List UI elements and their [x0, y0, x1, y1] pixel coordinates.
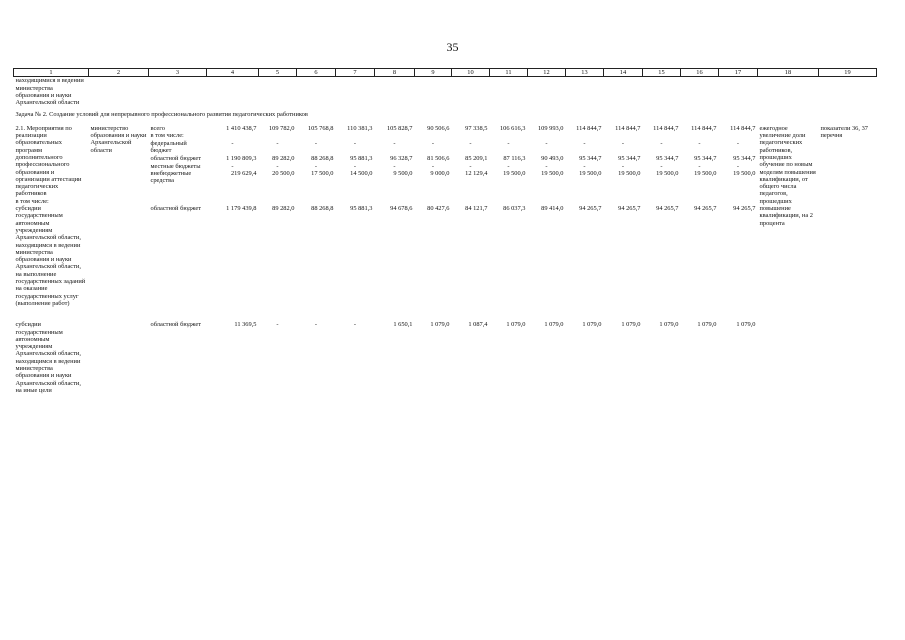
column-number: 5: [259, 69, 297, 77]
amount-cell: -: [660, 162, 663, 170]
amount-cell: 80 427,6: [427, 205, 450, 213]
amount-cell: 1 190 809,3: [226, 155, 257, 163]
amount-cell: -: [353, 162, 357, 170]
amount-cell: 19 500,0: [618, 170, 641, 178]
amount-cell: 1 079,0: [430, 321, 450, 329]
subsidy-name: субсидии государственным автономным учреждениям Архангельской области, находящимся в ведении министерства образования и науки Архангельской области, на иные цели: [15, 321, 81, 394]
amount-cell: -: [660, 139, 663, 147]
amount-cell: 88 268,8: [311, 155, 334, 163]
amount-cell: 90 493,0: [541, 155, 564, 163]
amount-cell: -: [698, 162, 701, 170]
amount-cell: 114 844,7: [615, 124, 641, 132]
amount-cell: -: [276, 162, 279, 170]
funding-source: внебюджетные средства: [150, 170, 192, 185]
amount-cell: -: [276, 321, 279, 329]
amount-cell: -: [545, 162, 548, 170]
amount-cell: -: [736, 139, 740, 147]
amount-cell: 81 506,6: [427, 155, 450, 163]
column-number: 3: [149, 69, 207, 77]
amount-cell: 95 344,7: [694, 155, 717, 163]
amount-cell: -: [431, 139, 435, 147]
amount-cell: 11 369,5: [234, 321, 257, 329]
column-number: 4: [207, 69, 259, 77]
amount-cell: [643, 132, 681, 140]
amount-cell: 19 500,0: [733, 170, 756, 178]
carryover-text: находящимися в ведении министерства образования и науки Архангельской области: [15, 77, 84, 107]
measure-row: [14, 125, 877, 133]
amount-cell: -: [353, 139, 357, 147]
funding-source: областной бюджет: [150, 155, 201, 163]
amount-cell: -: [431, 162, 435, 170]
column-number: 14: [604, 69, 643, 77]
amount-cell: 114 844,7: [730, 124, 756, 132]
column-number: 18: [758, 69, 819, 77]
amount-cell: 1 079,0: [544, 321, 564, 329]
amount-cell: 97 338,5: [465, 124, 488, 132]
amount-cell: [297, 132, 336, 140]
amount-cell: 1 410 438,7: [226, 124, 257, 132]
amount-cell: 20 500,0: [272, 170, 295, 178]
amount-cell: 95 344,7: [618, 155, 641, 163]
amount-cell: 1 079,0: [659, 321, 679, 329]
amount-cell: 94 265,7: [579, 205, 602, 213]
amount-cell: 95 344,7: [579, 155, 602, 163]
amount-cell: -: [393, 139, 396, 147]
target-indicator: ежегодное увеличение доли педагогических работников, прошедших обучение по новым моделям повышения квалификации, от общего числа педагогов, прошедших повышение квалификации, на 2 процента: [759, 124, 816, 227]
amount-cell: -: [314, 162, 318, 170]
amount-cell: 219 629,4: [230, 170, 257, 178]
subsidy-row: [14, 205, 877, 321]
amount-cell: 14 500,0: [350, 170, 373, 178]
amount-cell: -: [621, 162, 625, 170]
amount-cell: 94 265,7: [733, 205, 756, 213]
amount-cell: -: [231, 162, 234, 170]
amount-cell: 84 121,7: [465, 205, 488, 213]
amount-cell: -: [583, 139, 586, 147]
amount-cell: -: [469, 162, 472, 170]
amount-cell: [681, 132, 719, 140]
amount-cell: 94 265,7: [694, 205, 717, 213]
page-number: 35: [446, 40, 459, 54]
column-number: 12: [528, 69, 566, 77]
column-number: 19: [819, 69, 877, 77]
amount-cell: -: [393, 162, 396, 170]
amount-cell: -: [314, 321, 318, 329]
funding-source: в том числе:: [150, 132, 184, 140]
column-number: 11: [490, 69, 528, 77]
amount-cell: [452, 132, 490, 140]
column-number: 13: [566, 69, 604, 77]
amount-cell: 19 500,0: [541, 170, 564, 178]
amount-cell: 105 768,8: [307, 124, 334, 132]
amount-cell: -: [231, 139, 234, 147]
amount-cell: 1 179 439,8: [226, 205, 257, 213]
amount-cell: [375, 132, 415, 140]
amount-cell: 88 268,8: [311, 205, 334, 213]
funding-source: областной бюджет: [150, 321, 201, 329]
amount-cell: -: [314, 139, 318, 147]
funding-source: областной бюджет: [150, 205, 201, 213]
amount-cell: -: [736, 162, 740, 170]
amount-cell: 109 782,0: [268, 124, 295, 132]
column-number: 9: [415, 69, 452, 77]
amount-cell: 1 079,0: [582, 321, 602, 329]
amount-cell: 90 506,6: [427, 124, 450, 132]
amount-cell: 86 037,3: [503, 205, 526, 213]
column-number: 10: [452, 69, 490, 77]
amount-cell: 12 129,4: [465, 170, 488, 178]
task-row: [14, 106, 877, 124]
column-number: 8: [375, 69, 415, 77]
amount-cell: -: [583, 162, 586, 170]
amount-cell: 9 000,0: [430, 170, 450, 178]
amount-cell: -: [545, 139, 548, 147]
amount-cell: -: [276, 139, 279, 147]
amount-cell: [207, 132, 259, 140]
amount-cell: -: [469, 139, 472, 147]
amount-cell: 19 500,0: [579, 170, 602, 178]
amount-cell: 1 087,4: [468, 321, 488, 329]
column-number: 1: [14, 69, 89, 77]
amount-cell: 1 650,1: [393, 321, 413, 329]
task-2-title: Задача № 2. Создание условий для непрерывного профессионального развития педагогических работников: [15, 111, 308, 119]
funding-source: всего: [150, 124, 165, 132]
column-number-header: [14, 69, 877, 77]
amount-cell: 95 344,7: [733, 155, 756, 163]
amount-cell: 95 344,7: [656, 155, 679, 163]
measure-name: 2.1. Мероприятия по реализации образовательных программ дополнительного профессионального образования и организации аттестации педагогических работников: [15, 124, 82, 198]
subsidy-row: [14, 321, 877, 394]
amount-cell: 105 828,7: [386, 124, 413, 132]
amount-cell: [528, 132, 566, 140]
amount-cell: [490, 132, 528, 140]
amount-cell: 94 678,6: [390, 205, 413, 213]
amount-cell: -: [507, 162, 510, 170]
amount-cell: 95 881,3: [350, 205, 373, 213]
column-number: 17: [719, 69, 758, 77]
amount-cell: -: [353, 321, 357, 329]
amount-cell: 96 328,7: [390, 155, 413, 163]
measure-executor: министерство образования и науки Архангельской области: [90, 124, 147, 154]
amount-cell: 19 500,0: [656, 170, 679, 178]
amount-cell: [336, 132, 375, 140]
amount-cell: 87 116,3: [503, 155, 526, 163]
amount-cell: 1 079,0: [621, 321, 641, 329]
amount-cell: 1 079,0: [506, 321, 526, 329]
column-number: 15: [643, 69, 681, 77]
funding-source: местные бюджеты: [150, 162, 201, 170]
column-number: 16: [681, 69, 719, 77]
carryover-row: [14, 77, 877, 107]
amount-cell: 109 993,0: [537, 124, 564, 132]
amount-cell: 106 616,3: [499, 124, 526, 132]
amount-cell: 114 844,7: [653, 124, 679, 132]
funding-source: федеральный бюджет: [150, 139, 187, 155]
amount-cell: 94 265,7: [656, 205, 679, 213]
indicator-reference: показатели 36, 37 перечня: [820, 124, 868, 140]
amount-cell: [415, 132, 452, 140]
amount-cell: 89 414,0: [541, 205, 564, 213]
amount-cell: 89 282,0: [272, 205, 295, 213]
amount-cell: 19 500,0: [503, 170, 526, 178]
amount-cell: 1 079,0: [697, 321, 717, 329]
subsidy-name: субсидии государственным автономным учреждениям Архангельской области, находящимся в ведении министерства образования и науки Архангельской области, на выполнение государственных заданий на оказание государственных услуг (выполнение работ): [15, 205, 86, 307]
amount-cell: [566, 132, 604, 140]
amount-cell: 85 209,1: [465, 155, 488, 163]
including-label: в том числе:: [15, 197, 49, 205]
including-row: [14, 198, 877, 205]
amount-cell: 114 844,7: [576, 124, 602, 132]
amount-cell: 89 282,0: [272, 155, 295, 163]
column-number: 2: [89, 69, 149, 77]
amount-cell: [604, 132, 643, 140]
column-number: 6: [297, 69, 336, 77]
amount-cell: -: [507, 139, 510, 147]
column-number: 7: [336, 69, 375, 77]
program-table: [13, 68, 877, 394]
amount-cell: 17 500,0: [311, 170, 334, 178]
amount-cell: 94 265,7: [618, 205, 641, 213]
amount-cell: -: [698, 139, 701, 147]
amount-cell: 114 844,7: [691, 124, 717, 132]
amount-cell: 110 381,3: [347, 124, 373, 132]
amount-cell: [259, 132, 297, 140]
amount-cell: 95 881,3: [350, 155, 373, 163]
amount-cell: -: [621, 139, 625, 147]
amount-cell: 19 500,0: [694, 170, 717, 178]
amount-cell: 1 079,0: [736, 321, 756, 329]
amount-cell: [719, 132, 758, 140]
amount-cell: 9 500,0: [393, 170, 413, 178]
